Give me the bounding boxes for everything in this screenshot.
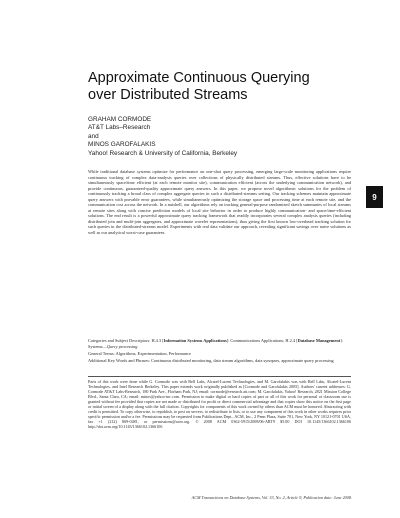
paper-title — [88, 70, 348, 104]
footnote: Parts of this work were done while G. Cormode was with Bell Labs, Alcatel-Lucent Technologies, and M. Garofalakis was with Bell Labs, Alcatel-Lucent Technologies, and Intel Research Berkeley. This paper extends work originally published as [Cormode and Garofalakis 2005]. Authors' current addresses: G. Cormode AT&T Labs-Research, 180 Park Ave., Florham Park, NJ; email: cormode@research.att.com; M. Garofalakis, Yahoo! Research, 2821 Mission College Blvd., Santa Clara, CA; email: minos@yahoo-inc.com. Permission to make digital or hard copies of part or all of this work for personal or classroom use is granted without fee provided that copies are not made or distributed for profit or direct commercial advantage and that copies show this notice on the first page or initial screen of a display along with the full citation. Copyrights for components of this work owned by others than ACM must be honored. Abstracting with credit is permitted. To copy otherwise, to republish, to post on servers, to redistribute to lists, or to use any component of this work in other works requires prior specific permission and/or a fee. Permissions may be requested from Publications Dept., ACM, Inc., 2 Penn Plaza, Suite 701, New York, NY 10121-0701 USA, fax +1 (212) 869-0481, or permissions@acm.org. © 2008 ACM 0362-5915/2008/06-ART9 $5.00 DOI 10.1145/1366102.1366106 http://doi.acm.org/10.1145/1366102.1366106 — [88, 379, 351, 430]
keywords: Additional Key Words and Phrases: Continuous distributed monitoring, data stream algorithms, data synopses, approximate query processing — [88, 358, 334, 364]
general-terms: General Terms: Algorithms, Experimentation, Performance — [88, 350, 191, 356]
metadata-block — [88, 338, 351, 365]
author-2-name: MINOS GAROFALAKIS — [88, 141, 156, 149]
author-block — [88, 116, 348, 158]
article-number-tab: 9 — [366, 186, 383, 208]
title-line-2: over Distributed Streams — [88, 87, 248, 103]
author-1-affiliation: AT&T Labs–Research — [88, 124, 151, 132]
journal-footer: ACM Transactions on Database Systems, Vol. 33, No. 2, Article 9, Publication date: June 2008. — [191, 495, 352, 500]
author-2-affiliation: Yahoo! Research & University of California, Berkeley — [88, 149, 238, 157]
abstract: While traditional database systems optimize for performance on one-shot query processing, emerging large-scale monitoring applications require continuous tracking of complex data-analysis queries over collections of physically distributed streams. Thus, effective solutions have to be simultaneously space/time efficient (at each remote monitor site), communication efficient (across the underlying communication network), and provide continuous, guaranteed-quality approximate query answers. In this paper, we propose novel algorithmic solutions for the problem of continuously tracking a broad class of complex aggregate queries in such a distributed-streams setting. Our tracking schemes maintain approximate query answers with provable error guarantees, while simultaneously optimizing the storage space and processing time at each remote site, and the communication cost across the network. In a nutshell, our algorithms rely on tracking general-purpose randomized sketch summaries of local streams at remote sites along with concise prediction models of local site behavior in order to produce highly communication- and space/time-efficient solutions. The end result is a powerful approximate query tracking framework that readily incorporates several complex analysis queries (including distributed join and multi-join aggregates, and approximate wavelet representations), thus giving the first known low-overhead tracking solution for such queries in the distributed-streams model. Experiments with real data validate our approach, revealing significant savings over naive solutions as well as our analytical worst-case guarantees. — [88, 169, 351, 236]
footnote-rule — [88, 376, 351, 377]
author-conjunction: and — [88, 132, 99, 140]
categories-line: Categories and Subject Descriptors: H.4.3 [Information Systems Applications]: Communications Applications; H.2.4 [Database Management]: Systems—Query processing — [88, 338, 343, 349]
title-line-1: Approximate Continuous Querying — [88, 70, 310, 86]
author-1-name: GRAHAM CORMODE — [88, 116, 152, 123]
